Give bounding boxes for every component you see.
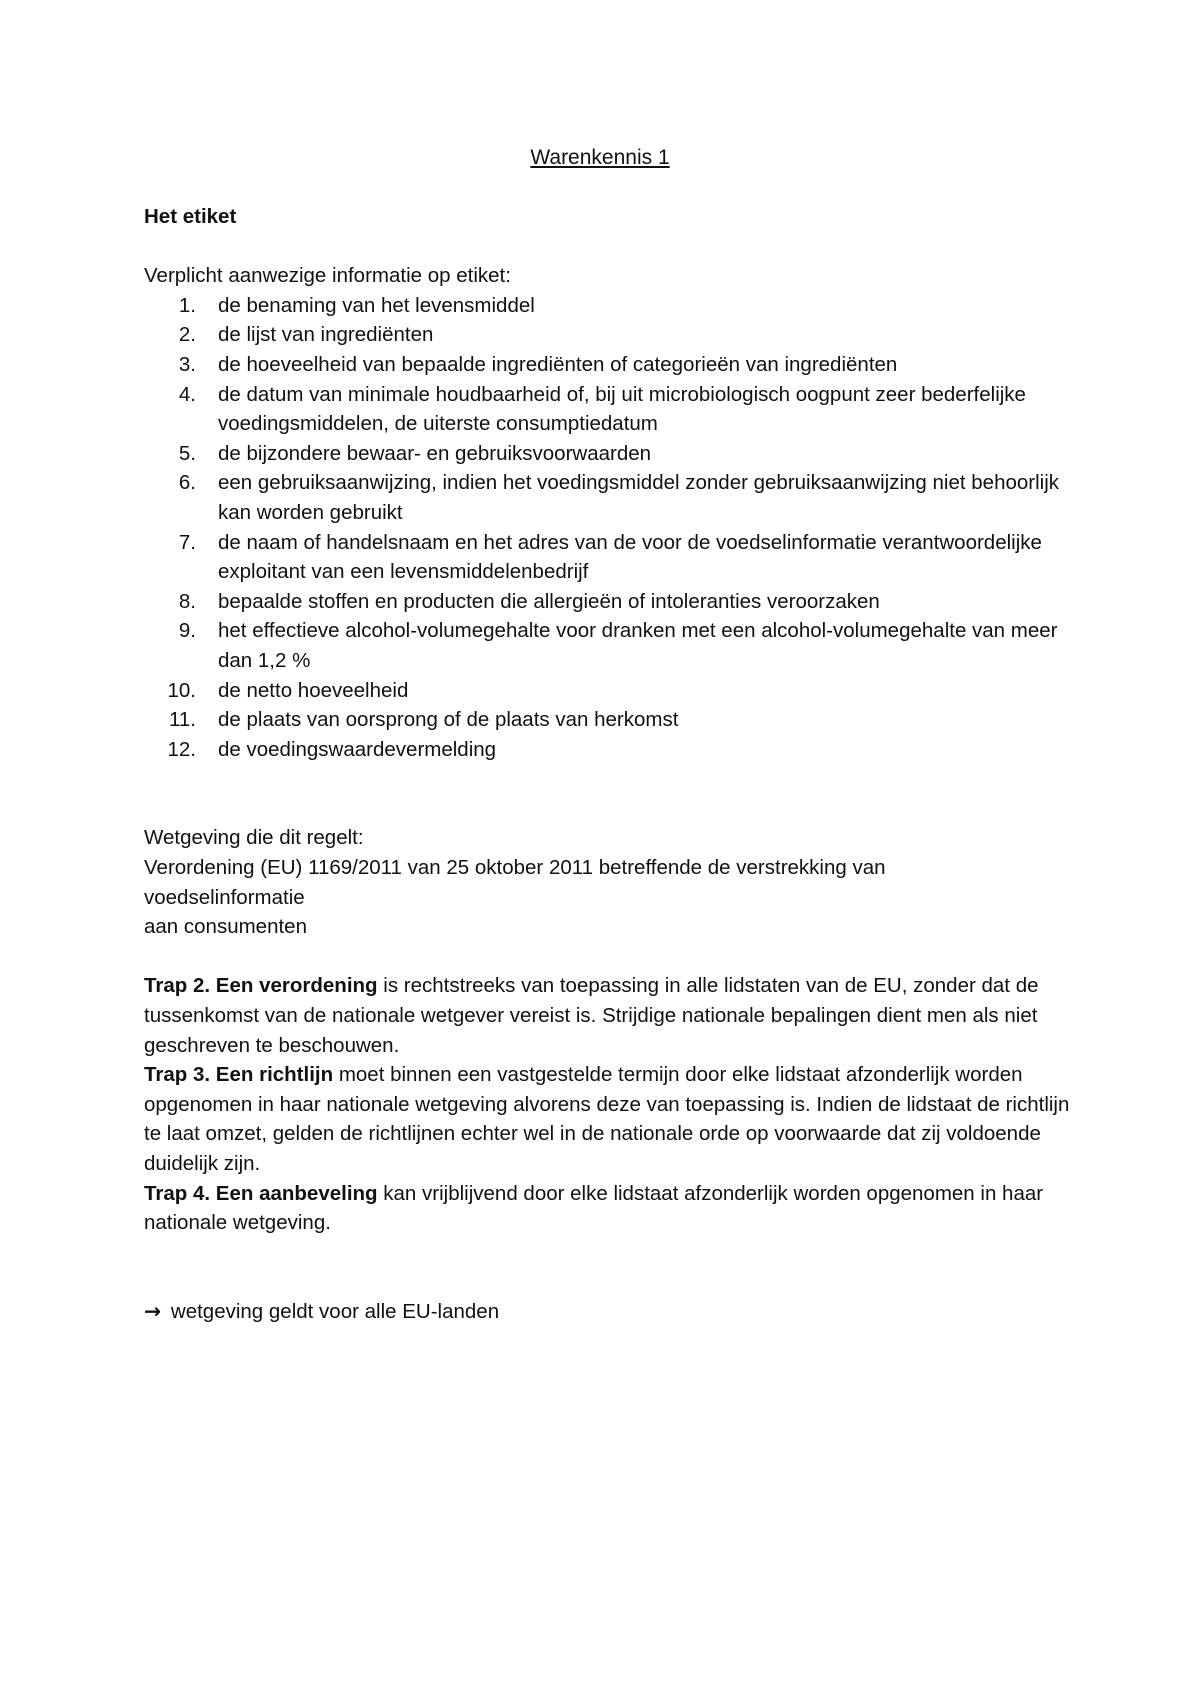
spacer (144, 232, 1070, 262)
list-item (144, 616, 1070, 675)
list-item-number: 3. (178, 352, 196, 376)
trap-4-text: kan vrijblijvend door elke lidstaat afzonderlijk worden opgenomen in haar nationale wetgeving. (144, 1181, 1044, 1235)
trap-2-label: Trap 2. (144, 974, 211, 998)
list-item (144, 291, 1070, 321)
list-item (144, 439, 1070, 469)
list-item-text: de voedingswaardevermelding (218, 737, 497, 761)
list-item-number: 10. (167, 678, 196, 702)
conclusion-line (144, 1297, 1070, 1327)
trap-2-text: is rechtstreeks van toepassing in alle lidstaten van de EU, zonder dat de tussenkomst van de nationale wetgever vereist is. Strijdige nationale bepalingen dient men als niet geschreven te beschouwen. (144, 974, 1039, 1057)
list-item-text: de netto hoeveelheid (218, 678, 409, 702)
list-item-text: de datum van minimale houdbaarheid of, bij uit microbiologisch oogpunt zeer bederfelijke voedingsmiddelen, de uiterste consumptiedatum (218, 382, 1026, 436)
list-item-number: 12. (167, 737, 196, 761)
list-item (144, 350, 1070, 380)
trap-3-label: Trap 3. (144, 1063, 211, 1087)
list-item (144, 380, 1070, 439)
list-item (144, 735, 1070, 765)
trap-4-paragraph (144, 1179, 1070, 1238)
list-item-text: de hoeveelheid van bepaalde ingrediënten of categorieën van ingrediënten (218, 352, 898, 376)
list-item (144, 705, 1070, 735)
arrow-right-icon: → (144, 1298, 162, 1323)
list-item-number: 2. (178, 323, 196, 347)
list-item-number: 7. (178, 530, 196, 554)
trap-4-label: Trap 4. (144, 1181, 211, 1205)
spacer (144, 1238, 1070, 1297)
list-item-number: 1. (178, 293, 196, 317)
trap-3-paragraph (144, 1060, 1070, 1178)
list-item-number: 4. (178, 382, 196, 406)
document-title (0, 144, 1200, 172)
spacer (144, 764, 1070, 823)
list-item (144, 320, 1070, 350)
legislation-line: Verordening (EU) 1169/2011 van 25 oktober 2011 betreffende de verstrekking van (144, 856, 886, 880)
document-title-text: Warenkennis 1 (530, 146, 670, 169)
list-item-number: 9. (178, 619, 196, 643)
list-item-text: het effectieve alcohol-volumegehalte voor dranken met een alcohol-volumegehalte van meer dan 1,2 % (218, 619, 1058, 672)
list-item (144, 468, 1070, 527)
list-item-number: 5. (178, 441, 196, 465)
list-intro: Verplicht aanwezige informatie op etiket: (144, 264, 511, 288)
requirements-list (144, 291, 1070, 765)
list-item-number: 8. (178, 589, 196, 613)
legislation-line: voedselinformatie (144, 885, 305, 909)
trap-2-paragraph (144, 971, 1070, 1060)
legislation-line: aan consumenten (144, 915, 307, 939)
conclusion-text: wetgeving geldt voor alle EU-landen (170, 1299, 500, 1323)
list-item-text: de benaming van het levensmiddel (218, 293, 535, 317)
trap-3-term: Een richtlijn (215, 1063, 334, 1087)
trap-3-text: moet binnen een vastgestelde termijn door elke lidstaat afzonderlijk worden opgenomen in haar nationale wetgeving alvorens deze van toepassing is. Indien de lidstaat de richtlijn te laat omzet, gelden de richtlijnen echter wel in de nationale orde op voorwaarde dat zij voldoende duidelijk zijn. (144, 1063, 1070, 1175)
list-item-text: de plaats van oorsprong of de plaats van herkomst (218, 708, 679, 732)
section-heading: Het etiket (144, 205, 237, 228)
spacer (144, 942, 1070, 972)
list-item-number: 11. (169, 708, 196, 732)
list-item-number: 6. (178, 471, 196, 495)
list-item-text: bepaalde stoffen en producten die allergieën of intoleranties veroorzaken (218, 589, 880, 613)
trap-2-term: Een verordening (215, 974, 378, 998)
document-body (144, 202, 1070, 1327)
list-item (144, 528, 1070, 587)
list-item-text: de lijst van ingrediënten (218, 323, 434, 347)
legislation-intro: Wetgeving die dit regelt: (144, 826, 364, 850)
trap-4-term: Een aanbeveling (215, 1181, 378, 1205)
list-item-text: een gebruiksaanwijzing, indien het voedingsmiddel zonder gebruiksaanwijzing niet behoorlijk kan worden gebruikt (218, 471, 1060, 524)
list-item (144, 587, 1070, 617)
list-item (144, 676, 1070, 706)
list-item-text: de naam of handelsnaam en het adres van de voor de voedselinformatie verantwoordelijke exploitant van een levensmiddelenbedrijf (218, 530, 1042, 584)
list-item-text: de bijzondere bewaar- en gebruiksvoorwaarden (218, 441, 652, 465)
